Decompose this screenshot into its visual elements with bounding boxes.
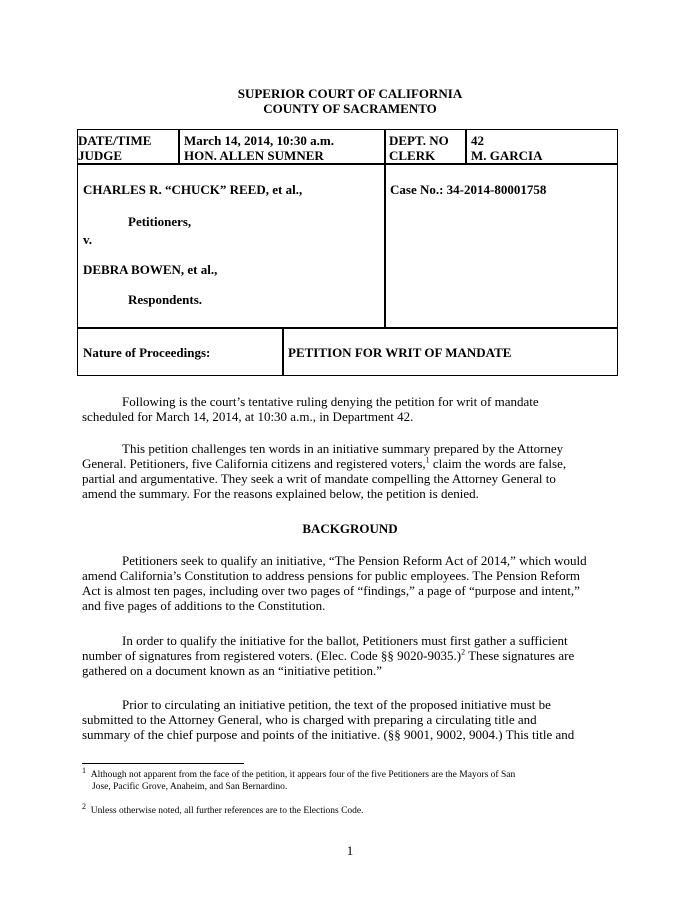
paragraph-line: Following is the court’s tentative ruling denying the petition for writ of mandate	[122, 394, 539, 409]
footnote-line	[82, 765, 622, 781]
case-number: Case No.: 34-2014-80001758	[390, 182, 547, 197]
caption-divider	[384, 130, 386, 328]
paragraph	[82, 697, 618, 742]
footnote-mark: 2	[82, 801, 86, 811]
county-name: COUNTY OF SACRAMENTO	[263, 101, 437, 116]
paragraph-line: submitted to the Attorney General, who is charged with preparing a circulating title and	[82, 712, 537, 727]
paragraph-line: In order to qualify the initiative for the ballot, Petitioners must first gather a sufficient	[122, 633, 568, 648]
respondent-role: Respondents.	[128, 292, 203, 307]
judge-label: JUDGE	[78, 148, 123, 163]
paragraph	[82, 553, 618, 613]
footnote-line: Jose, Pacific Grove, Anaheim, and San Bernardino.	[92, 782, 288, 792]
nature-value: PETITION FOR WRIT OF MANDATE	[288, 345, 512, 360]
paragraph-line: scheduled for March 14, 2014, at 10:30 a.m., in Department 42.	[82, 409, 414, 424]
paragraph	[82, 441, 618, 501]
footnote-mark: 1	[82, 765, 86, 775]
clerk-value: M. GARCIA	[471, 148, 543, 163]
court-name: SUPERIOR COURT OF CALIFORNIA	[237, 86, 463, 101]
paragraph-line: Prior to circulating an initiative petition, the text of the proposed initiative must be	[122, 697, 551, 712]
respondent-name: DEBRA BOWEN, et al.,	[83, 262, 218, 277]
clerk-label: CLERK	[389, 148, 436, 163]
paragraph-line: and five pages of additions to the Constitution.	[82, 598, 326, 613]
paragraph-line: partial and argumentative. They seek a writ of mandate compelling the Attorney General to	[82, 471, 556, 486]
versus: v.	[83, 232, 93, 247]
paragraph-line: This petition challenges ten words in an initiative summary prepared by the Attorney	[122, 441, 564, 456]
section-heading: BACKGROUND	[302, 521, 398, 536]
nature-label: Nature of Proceedings:	[83, 345, 211, 360]
footnote-text: Although not apparent from the face of the petition, it appears four of the five Petitioners are the Mayors of San	[90, 770, 516, 780]
case-caption-table	[77, 129, 618, 376]
datetime-value: March 14, 2014, 10:30 a.m.	[184, 133, 334, 148]
judge-value: HON. ALLEN SUMNER	[184, 148, 324, 163]
footnote-ref[interactable]: 2	[461, 647, 466, 657]
caption-divider	[465, 130, 467, 164]
paragraph-line	[82, 456, 618, 471]
footnote-2	[82, 801, 622, 817]
dept-label: DEPT. NO	[389, 133, 449, 148]
dept-value: 42	[471, 133, 484, 148]
paragraph-line	[82, 648, 618, 663]
text-run: These signatures are	[465, 648, 575, 663]
footnote-separator	[82, 763, 244, 764]
paragraph-line: summary of the chief purpose and points of the initiative. (§§ 9001, 9002, 9004.) This title and	[82, 727, 575, 742]
page-number: 1	[346, 843, 354, 858]
paragraph	[82, 633, 618, 678]
footnote-1	[82, 765, 622, 793]
datetime-label: DATE/TIME	[78, 133, 152, 148]
caption-divider	[178, 130, 180, 164]
paragraph	[82, 394, 618, 424]
text-run: number of signatures from registered voters. (Elec. Code §§ 9020-9035.)	[82, 648, 462, 663]
paragraph-line: amend California’s Constitution to address pensions for public employees. The Pension Reform	[82, 568, 581, 583]
caption-divider	[282, 327, 284, 376]
petitioner-name: CHARLES R. “CHUCK” REED, et al.,	[83, 182, 303, 197]
footnote-ref[interactable]: 1	[425, 455, 430, 465]
text-run: General. Petitioners, five California citizens and registered voters,	[82, 456, 426, 471]
paragraph-line: Petitioners seek to qualify an initiative, “The Pension Reform Act of 2014,” which would	[122, 553, 587, 568]
footnote-text: Unless otherwise noted, all further references are to the Elections Code.	[90, 806, 364, 816]
petitioner-role: Petitioners,	[128, 214, 192, 229]
paragraph-line: amend the summary. For the reasons explained below, the petition is denied.	[82, 486, 479, 501]
caption-divider	[78, 327, 618, 329]
text-run: claim the words are false,	[429, 456, 567, 471]
paragraph-line: Act is almost ten pages, including over two pages of “findings,” a page of “purpose and intent,”	[82, 583, 580, 598]
paragraph-line: gathered on a document known as an “initiative petition.”	[82, 663, 382, 678]
